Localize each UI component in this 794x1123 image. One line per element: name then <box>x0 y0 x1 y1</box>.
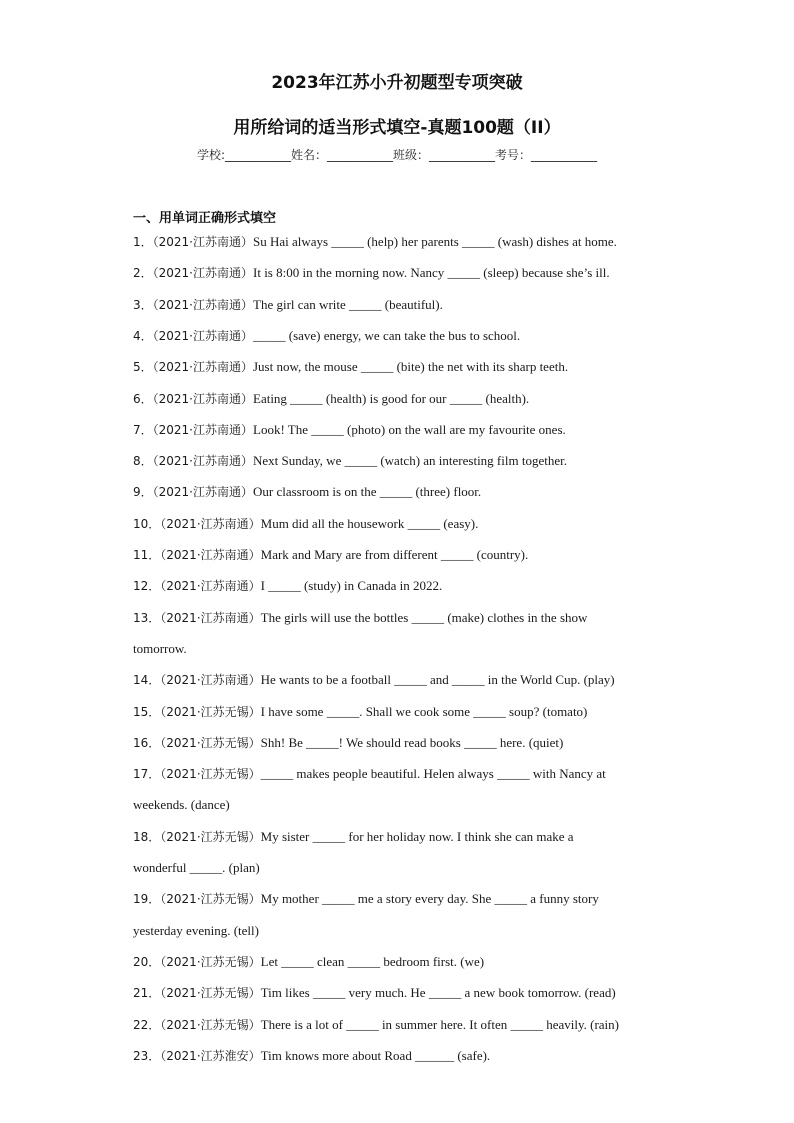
question-continuation: yesterday evening. (tell) <box>133 922 259 938</box>
question-text: Tim likes _____ very much. He _____ a new book tomorrow. (read) <box>260 985 616 1001</box>
question-item <box>133 946 673 978</box>
question-text: The girl can write _____ (beautiful). <box>253 296 443 312</box>
question-source: （2021·江苏南通） <box>160 610 261 625</box>
question-number: 15． <box>133 704 161 719</box>
question-source: （2021·江苏无锡） <box>160 986 261 1001</box>
question-number: 12． <box>133 579 161 594</box>
question-item <box>133 821 673 853</box>
question-item <box>133 226 673 258</box>
question-number: 8． <box>133 454 153 469</box>
question-text: The girls will use the bottles _____ (make) clothes in the show <box>260 609 588 625</box>
question-item <box>133 664 673 696</box>
question-source: （2021·江苏无锡） <box>160 1017 261 1032</box>
question-source: （2021·江苏无锡） <box>160 954 261 969</box>
question-text: Shh! Be _____! We should read books _____ here. (quiet) <box>260 734 564 750</box>
student-info-line: 学校:___________姓名：___________班级：___________考号：___________ <box>196 148 598 162</box>
question-source: （2021·江苏南通） <box>160 516 261 531</box>
question-source: （2021·江苏无锡） <box>160 735 261 750</box>
question-number: 19． <box>133 892 161 907</box>
question-source: （2021·江苏无锡） <box>160 829 261 844</box>
question-source: （2021·江苏无锡） <box>160 767 261 782</box>
page-title: 2023年江苏小升初题型专项突破 <box>271 73 523 93</box>
question-item <box>133 883 673 915</box>
question-item <box>133 570 673 602</box>
question-item <box>133 351 673 383</box>
question-text: My sister _____ for her holiday now. I think she can make a <box>260 828 574 844</box>
question-item <box>133 445 673 477</box>
question-item <box>133 257 673 289</box>
question-number: 17． <box>133 767 161 782</box>
question-source: （2021·江苏南通） <box>152 422 253 437</box>
question-source: （2021·江苏淮安） <box>160 1048 261 1063</box>
question-source: （2021·江苏南通） <box>152 297 253 312</box>
question-source: （2021·江苏南通） <box>152 485 253 500</box>
question-source: （2021·江苏南通） <box>152 235 253 249</box>
question-source: （2021·江苏南通） <box>160 579 261 594</box>
question-text: Next Sunday, we _____ (watch) an interesting film together. <box>253 453 567 469</box>
question-item <box>133 977 673 1009</box>
question-text: It is 8:00 in the morning now. Nancy _____ (sleep) because she’s ill. <box>253 265 610 281</box>
question-number: 14． <box>133 673 161 688</box>
question-text: _____ makes people beautiful. Helen always _____ with Nancy at <box>260 766 606 782</box>
question-item <box>133 1009 673 1041</box>
question-text: He wants to be a football _____ and _____ in the World Cup. (play) <box>260 672 615 688</box>
question-source: （2021·江苏南通） <box>152 328 253 343</box>
question-continuation: wonderful _____. (plan) <box>133 860 260 875</box>
question-number: 2． <box>133 266 153 281</box>
question-number: 7． <box>133 422 153 437</box>
question-item <box>133 696 673 728</box>
question-item <box>133 539 673 571</box>
question-source: （2021·江苏无锡） <box>160 892 261 907</box>
question-number: 22． <box>133 1017 161 1032</box>
question-number: 11． <box>133 548 161 562</box>
question-number: 1． <box>133 235 153 249</box>
question-text: Just now, the mouse _____ (bite) the net with its sharp teeth. <box>253 359 569 375</box>
question-number: 4． <box>133 328 153 343</box>
question-number: 21． <box>133 986 161 1001</box>
question-item <box>133 727 673 759</box>
question-number: 6． <box>133 391 153 406</box>
question-source: （2021·江苏南通） <box>152 360 253 375</box>
question-text: Tim knows more about Road ______ (safe). <box>260 1047 491 1063</box>
question-text: Eating _____ (health) is good for our _____ (health). <box>253 390 530 406</box>
question-continuation: weekends. (dance) <box>133 797 230 813</box>
question-text: I _____ (study) in Canada in 2022. <box>260 578 443 594</box>
question-text: Su Hai always _____ (help) her parents _____ (wash) dishes at home. <box>253 234 617 249</box>
question-text: Let _____ clean _____ bedroom first. (we) <box>260 953 485 969</box>
question-number: 9． <box>133 485 153 500</box>
question-number: 20． <box>133 954 161 969</box>
question-source: （2021·江苏南通） <box>152 391 253 406</box>
question-text: I have some _____. Shall we cook some _____ soup? (tomato) <box>260 703 588 719</box>
question-source: （2021·江苏南通） <box>160 673 261 688</box>
question-text: _____ (save) energy, we can take the bus to school. <box>253 327 521 343</box>
question-item <box>133 602 673 634</box>
question-number: 5． <box>133 360 153 375</box>
question-number: 3． <box>133 297 153 312</box>
question-item <box>133 758 673 790</box>
question-number: 16． <box>133 735 161 750</box>
page-subtitle: 用所给词的适当形式填空-真题100题（II） <box>233 118 561 138</box>
question-item <box>133 414 673 446</box>
question-text: Look! The _____ (photo) on the wall are my favourite ones. <box>253 421 566 437</box>
section-title: 一、用单词正确形式填空 <box>133 211 277 226</box>
question-number: 18． <box>133 829 161 844</box>
question-source: （2021·江苏无锡） <box>160 704 261 719</box>
question-item <box>133 476 673 508</box>
question-continuation: tomorrow. <box>133 640 187 656</box>
question-text: Mum did all the housework _____ (easy). <box>260 515 479 531</box>
question-text: My mother _____ me a story every day. She _____ a funny story <box>260 891 599 907</box>
question-item <box>133 1040 673 1072</box>
question-text: There is a lot of _____ in summer here. It often _____ heavily. (rain) <box>260 1016 619 1032</box>
question-number: 10． <box>133 516 161 531</box>
question-item <box>133 289 673 321</box>
question-number: 23． <box>133 1048 161 1063</box>
question-text: Our classroom is on the _____ (three) floor. <box>253 484 482 500</box>
question-source: （2021·江苏南通） <box>152 454 253 469</box>
question-item <box>133 320 673 352</box>
question-text: Mark and Mary are from different _____ (country). <box>260 547 529 562</box>
question-number: 13． <box>133 610 161 625</box>
question-source: （2021·江苏南通） <box>160 548 261 562</box>
question-item <box>133 508 673 540</box>
question-item <box>133 383 673 415</box>
question-source: （2021·江苏南通） <box>152 266 253 281</box>
